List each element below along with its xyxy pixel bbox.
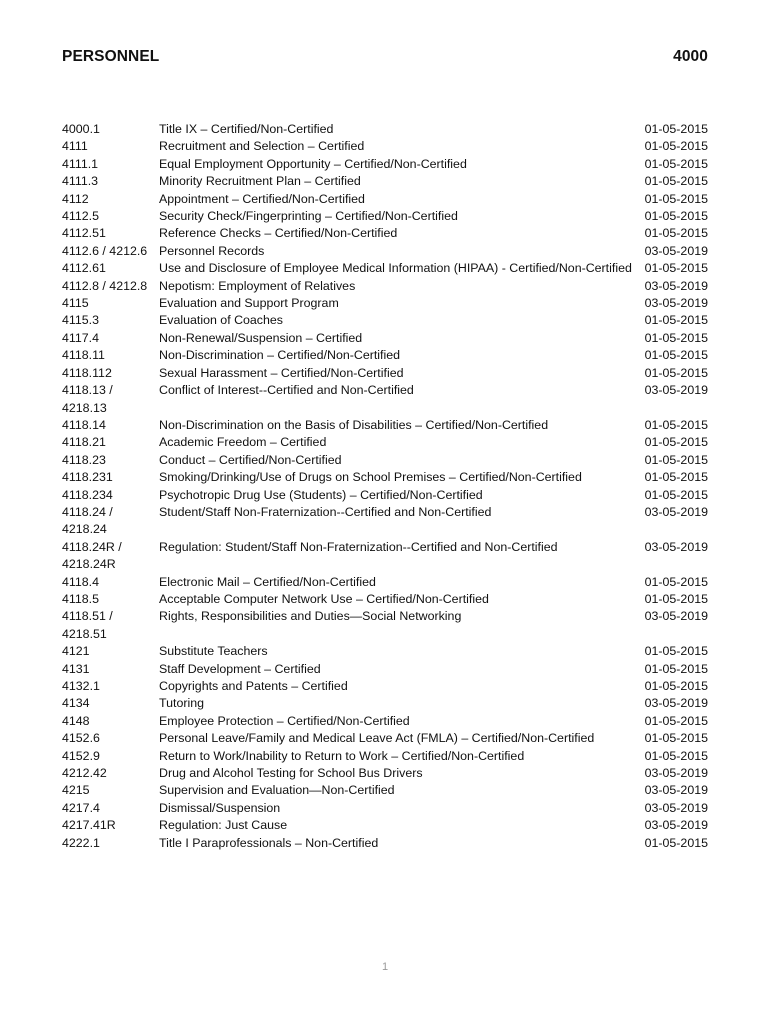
policy-code: 4215 <box>62 783 90 798</box>
policy-row <box>62 382 708 417</box>
policy-title: Academic Freedom – Certified <box>159 435 327 450</box>
policy-date: 03-05-2019 <box>644 278 708 293</box>
policy-title: Minority Recruitment Plan – Certified <box>159 174 361 189</box>
policy-title: Reference Checks – Certified/Non-Certified <box>159 226 398 241</box>
policy-row <box>62 748 708 765</box>
policy-row <box>62 487 708 504</box>
policy-code: 4118.11 <box>62 348 105 363</box>
policy-title: Regulation: Just Cause <box>159 818 288 833</box>
policy-title: Conduct – Certified/Non-Certified <box>159 452 342 467</box>
policy-row <box>62 260 708 277</box>
policy-rows <box>62 121 708 852</box>
policy-title: Nepotism: Employment of Relatives <box>159 278 356 293</box>
policy-row <box>62 817 708 834</box>
policy-code: 4117.4 <box>62 330 99 345</box>
policy-date: 01-05-2015 <box>644 661 708 676</box>
policy-title: Non-Discrimination on the Basis of Disabilities – Certified/Non-Certified <box>159 417 549 432</box>
policy-row <box>62 365 708 382</box>
policy-code: 4112 <box>62 191 89 206</box>
page-header <box>62 48 708 66</box>
policy-title: Personnel Records <box>159 243 265 258</box>
policy-row <box>62 800 708 817</box>
policy-title: Psychotropic Drug Use (Students) – Certified/Non-Certified <box>159 487 483 502</box>
policy-code: 4118.14 <box>62 417 106 432</box>
policy-title: Student/Staff Non-Fraternization--Certified and Non-Certified <box>159 504 492 519</box>
policy-title: Drug and Alcohol Testing for School Bus Drivers <box>159 766 423 781</box>
policy-row <box>62 713 708 730</box>
policy-code: 4111.3 <box>62 174 99 189</box>
policy-code: 4152.6 <box>62 731 100 746</box>
policy-row <box>62 434 708 451</box>
policy-title: Evaluation and Support Program <box>159 296 339 311</box>
policy-title: Copyrights and Patents – Certified <box>159 679 348 693</box>
policy-code: 4000.1 <box>62 122 100 136</box>
policy-row <box>62 243 708 260</box>
policy-date: 03-05-2019 <box>644 609 708 624</box>
policy-date: 01-05-2015 <box>644 452 708 467</box>
policy-code: 4118.4 <box>62 574 99 589</box>
policy-code: 4115 <box>62 296 89 311</box>
policy-code: 4222.1 <box>62 835 100 850</box>
policy-date: 01-05-2015 <box>644 122 708 136</box>
policy-title: Use and Disclosure of Employee Medical Information (HIPAA) - Certified/Non-Certified <box>159 261 632 276</box>
policy-date: 01-05-2015 <box>644 835 708 850</box>
policy-title: Smoking/Drinking/Use of Drugs on School Premises – Certified/Non-Certified <box>159 470 582 485</box>
policy-date: 01-05-2015 <box>644 365 708 380</box>
policy-code: 4118.13 / 4218.13 <box>62 383 113 415</box>
page-number: 1 <box>381 961 389 973</box>
policy-code: 4118.231 <box>62 470 113 485</box>
policy-index-table <box>62 121 708 852</box>
policy-code: 4134 <box>62 696 90 711</box>
policy-row <box>62 608 708 643</box>
policy-date: 03-05-2019 <box>644 383 708 398</box>
policy-title: Personal Leave/Family and Medical Leave Act (FMLA) – Certified/Non-Certified <box>159 731 595 746</box>
policy-title: Substitute Teachers <box>159 644 268 659</box>
policy-code: 4112.5 <box>62 209 99 224</box>
policy-code: 4112.51 <box>62 226 106 241</box>
policy-date: 03-05-2019 <box>644 696 708 711</box>
policy-row <box>62 678 708 695</box>
policy-title: Title I Paraprofessionals – Non-Certified <box>159 835 379 850</box>
policy-title: Dismissal/Suspension <box>159 800 281 815</box>
policy-row <box>62 330 708 347</box>
policy-title: Recruitment and Selection – Certified <box>159 139 365 154</box>
policy-code: 4217.41R <box>62 818 116 833</box>
policy-date: 01-05-2015 <box>644 313 708 328</box>
policy-date: 01-05-2015 <box>644 174 708 189</box>
policy-code: 4112.6 / 4212.6 <box>62 243 148 258</box>
policy-title: Supervision and Evaluation—Non-Certified <box>159 783 395 798</box>
policy-code: 4118.5 <box>62 591 99 606</box>
policy-date: 01-05-2015 <box>644 574 708 589</box>
policy-row <box>62 835 708 852</box>
policy-title: Tutoring <box>159 696 204 711</box>
policy-date: 01-05-2015 <box>644 209 708 224</box>
policy-code: 4118.234 <box>62 487 113 502</box>
policy-code: 4118.23 <box>62 452 106 467</box>
policy-row <box>62 121 708 138</box>
policy-row <box>62 643 708 660</box>
policy-date: 01-05-2015 <box>644 417 708 432</box>
policy-code: 4131 <box>62 661 90 676</box>
policy-row <box>62 156 708 173</box>
policy-date: 01-05-2015 <box>644 191 708 206</box>
policy-date: 01-05-2015 <box>644 139 708 154</box>
policy-title: Rights, Responsibilities and Duties—Social Networking <box>159 609 462 624</box>
policy-date: 01-05-2015 <box>644 261 708 276</box>
policy-row <box>62 661 708 678</box>
policy-date: 01-05-2015 <box>644 713 708 728</box>
policy-code: 4118.24 / 4218.24 <box>62 504 113 537</box>
policy-row <box>62 452 708 469</box>
policy-date: 01-05-2015 <box>644 435 708 450</box>
policy-row <box>62 469 708 486</box>
policy-code: 4152.9 <box>62 748 100 763</box>
policy-date: 03-05-2019 <box>644 800 708 815</box>
policy-row <box>62 730 708 747</box>
policy-title: Electronic Mail – Certified/Non-Certified <box>159 574 376 589</box>
policy-code: 4112.8 / 4212.8 <box>62 278 148 293</box>
policy-row <box>62 591 708 608</box>
policy-row <box>62 208 708 225</box>
policy-code: 4111 <box>62 139 88 154</box>
policy-code: 4111.1 <box>62 156 99 171</box>
policy-title: Employee Protection – Certified/Non-Certified <box>159 713 410 728</box>
policy-title: Title IX – Certified/Non-Certified <box>159 122 334 136</box>
policy-row <box>62 539 708 574</box>
policy-title: Sexual Harassment – Certified/Non-Certified <box>159 365 404 380</box>
policy-date: 03-05-2019 <box>644 243 708 258</box>
policy-row <box>62 191 708 208</box>
policy-row <box>62 138 708 155</box>
policy-code: 4118.21 <box>62 435 106 450</box>
policy-title: Equal Employment Opportunity – Certified/Non-Certified <box>159 156 467 171</box>
policy-code: 4115.3 <box>62 313 99 328</box>
policy-date: 01-05-2015 <box>644 156 708 171</box>
policy-code: 4132.1 <box>62 679 100 693</box>
section-number: 4000 <box>673 48 708 65</box>
policy-date: 03-05-2019 <box>644 296 708 311</box>
policy-date: 01-05-2015 <box>644 679 708 693</box>
policy-title: Security Check/Fingerprinting – Certified/Non-Certified <box>159 209 458 224</box>
policy-title: Appointment – Certified/Non-Certified <box>159 191 365 206</box>
policy-date: 03-05-2019 <box>644 504 708 519</box>
policy-title: Non-Renewal/Suspension – Certified <box>159 330 363 345</box>
policy-code: 4121 <box>62 644 90 659</box>
policy-row <box>62 695 708 712</box>
policy-date: 01-05-2015 <box>644 470 708 485</box>
policy-row <box>62 765 708 782</box>
policy-title: Regulation: Student/Staff Non-Fraternization--Certified and Non-Certified <box>159 539 558 554</box>
policy-date: 01-05-2015 <box>644 487 708 502</box>
policy-date: 03-05-2019 <box>644 783 708 798</box>
policy-row <box>62 504 708 539</box>
policy-date: 01-05-2015 <box>644 226 708 241</box>
policy-title: Staff Development – Certified <box>159 661 321 676</box>
policy-title: Acceptable Computer Network Use – Certified/Non-Certified <box>159 591 489 606</box>
section-title: PERSONNEL <box>62 48 160 65</box>
policy-row <box>62 295 708 312</box>
policy-row <box>62 782 708 799</box>
policy-row <box>62 278 708 295</box>
policy-row <box>62 225 708 242</box>
policy-code: 4212.42 <box>62 766 107 781</box>
policy-title: Evaluation of Coaches <box>159 313 283 328</box>
policy-title: Non-Discrimination – Certified/Non-Certified <box>159 348 401 363</box>
policy-row <box>62 312 708 329</box>
policy-row <box>62 417 708 434</box>
policy-row <box>62 173 708 190</box>
policy-date: 01-05-2015 <box>644 748 708 763</box>
policy-code: 4217.4 <box>62 800 100 815</box>
policy-date: 01-05-2015 <box>644 591 708 606</box>
policy-date: 03-05-2019 <box>644 539 708 554</box>
policy-date: 03-05-2019 <box>644 818 708 833</box>
policy-code: 4112.61 <box>62 261 106 276</box>
policy-code: 4118.112 <box>62 365 112 380</box>
policy-code: 4148 <box>62 713 90 728</box>
policy-date: 01-05-2015 <box>644 348 708 363</box>
policy-date: 03-05-2019 <box>644 766 708 781</box>
policy-title: Return to Work/Inability to Return to Work – Certified/Non-Certified <box>159 748 525 763</box>
policy-code: 4118.24R / 4218.24R <box>62 539 122 572</box>
policy-date: 01-05-2015 <box>644 644 708 659</box>
policy-date: 01-05-2015 <box>644 731 708 746</box>
policy-row <box>62 574 708 591</box>
policy-code: 4118.51 / 4218.51 <box>62 609 113 641</box>
policy-date: 01-05-2015 <box>644 330 708 345</box>
policy-title: Conflict of Interest--Certified and Non-Certified <box>159 383 414 398</box>
policy-row <box>62 347 708 364</box>
